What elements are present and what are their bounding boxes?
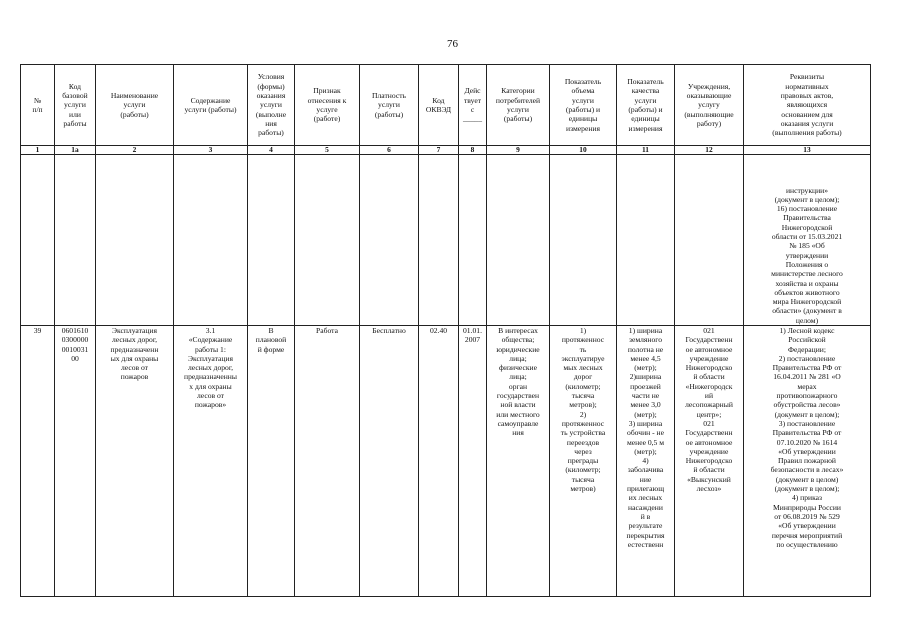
col-number: 8	[459, 146, 487, 155]
empty-cell	[487, 155, 550, 326]
row-number-cell: 39	[21, 326, 55, 597]
empty-cell	[675, 155, 744, 326]
col-header-payment: Платность услуги (работы)	[360, 65, 419, 146]
col-header-attribute: Признак отнесения к услуге (работе)	[295, 65, 360, 146]
col-number: 3	[174, 146, 248, 155]
col-header-volume: Показатель объема услуги (работы) и единицы измерения	[550, 65, 617, 146]
categories-cell: В интересах общества; юридические лица; физические лица; орган государствен ной власти или местного самоуправле ния	[487, 326, 550, 597]
okved-cell: 02.40	[419, 326, 459, 597]
continuation-row	[21, 155, 871, 326]
empty-cell	[459, 155, 487, 326]
col-header-content: Содержание услуги (работы)	[174, 65, 248, 146]
empty-cell	[550, 155, 617, 326]
legal-acts-cell: 1) Лесной кодекс Российской Федерации; 2) постановление Правительства РФ от 16.04.2011 № 281 «О мерах противопожарного обустройства лесов» (документ в целом); 3) постановление Правительства РФ от 07.10.2020 № 1614 «Об утверждении Правил пожарной безопасности в лесах» (документ в целом) (документ в целом); 4) приказ Минприроды России от 06.08.2019 № 529 «Об утверждении перечня мероприятий по осуществлению	[744, 326, 871, 597]
valid-from-cell: 01.01. 2007	[459, 326, 487, 597]
col-number: 2	[96, 146, 174, 155]
empty-cell	[55, 155, 96, 326]
column-number-row	[21, 146, 871, 155]
col-number: 7	[419, 146, 459, 155]
volume-indicator-cell: 1) протяженнос ть эксплуатируе мых лесных дорог (километр; тысяча метров); 2) протяженнос ть устройства переездов через преграды (километр; тысяча метров)	[550, 326, 617, 597]
col-header-okved: Код ОКВЭД	[419, 65, 459, 146]
col-header-legal-acts: Реквизиты нормативных правовых актов, являющихся основанием для оказания услуги (выполнения работы)	[744, 65, 871, 146]
registry-table	[20, 64, 871, 597]
col-number: 1a	[55, 146, 96, 155]
col-header-name: Наименование услуги (работы)	[96, 65, 174, 146]
col-number: 5	[295, 146, 360, 155]
empty-cell	[295, 155, 360, 326]
empty-cell	[360, 155, 419, 326]
empty-cell	[419, 155, 459, 326]
service-code-cell: 0601610 0300000 0010031 00	[55, 326, 96, 597]
col-number: 6	[360, 146, 419, 155]
col-number: 11	[617, 146, 675, 155]
col-header-code: Код базовой услуги или работы	[55, 65, 96, 146]
col-header-quality: Показатель качества услуги (работы) и единицы измерения	[617, 65, 675, 146]
table-row	[21, 326, 871, 597]
col-header-valid-from: Дейс твует с _____	[459, 65, 487, 146]
col-number: 13	[744, 146, 871, 155]
page-number: 76	[447, 38, 458, 50]
empty-cell	[21, 155, 55, 326]
col-header-num: № п/п	[21, 65, 55, 146]
institutions-cell: 021 Государственн ое автономное учреждение Нижегородско й области «Нижегородск ий лесопожарный центр»; 021 Государственн ое автономное учреждение Нижегородско й области «Выксунский лесхоз»	[675, 326, 744, 597]
col-header-institutions: Учреждения, оказывающие услугу (выполняющие работу)	[675, 65, 744, 146]
service-name-cell: Эксплуатация лесных дорог, предназначенн ых для охраны лесов от пожаров	[96, 326, 174, 597]
col-number: 10	[550, 146, 617, 155]
legal-acts-continuation-cell: инструкции» (документ в целом); 16) постановление Правительства Нижегородской области от 15.03.2021 № 185 «Об утверждении Положения о министерстве лесного хозяйства и охраны объектов животного мира Нижегородской области» (документ в целом)	[744, 155, 871, 326]
attribute-cell: Работа	[295, 326, 360, 597]
quality-indicator-cell: 1) ширина земляного полотна не менее 4,5 (метр); 2)ширина проезжей части не менее 3,0 (метр); 3) ширина обочин - не менее 0,5 м (метр); 4) заболачива ние прилегающ их лесных насаждени й в результате перекрытия естественн	[617, 326, 675, 597]
service-content-cell: 3.1 «Содержание работы 1: Эксплуатация лесных дорог, предназначенны х для охраны лесов от пожаров»	[174, 326, 248, 597]
col-header-categories: Категории потребителей услуги (работы)	[487, 65, 550, 146]
empty-cell	[174, 155, 248, 326]
empty-cell	[617, 155, 675, 326]
col-header-conditions: Условия (формы) оказания услуги (выполне ния работы)	[248, 65, 295, 146]
header-row	[21, 65, 871, 146]
empty-cell	[96, 155, 174, 326]
empty-cell	[248, 155, 295, 326]
conditions-cell: В плановой й форме	[248, 326, 295, 597]
col-number: 1	[21, 146, 55, 155]
payment-cell: Бесплатно	[360, 326, 419, 597]
col-number: 12	[675, 146, 744, 155]
col-number: 9	[487, 146, 550, 155]
col-number: 4	[248, 146, 295, 155]
